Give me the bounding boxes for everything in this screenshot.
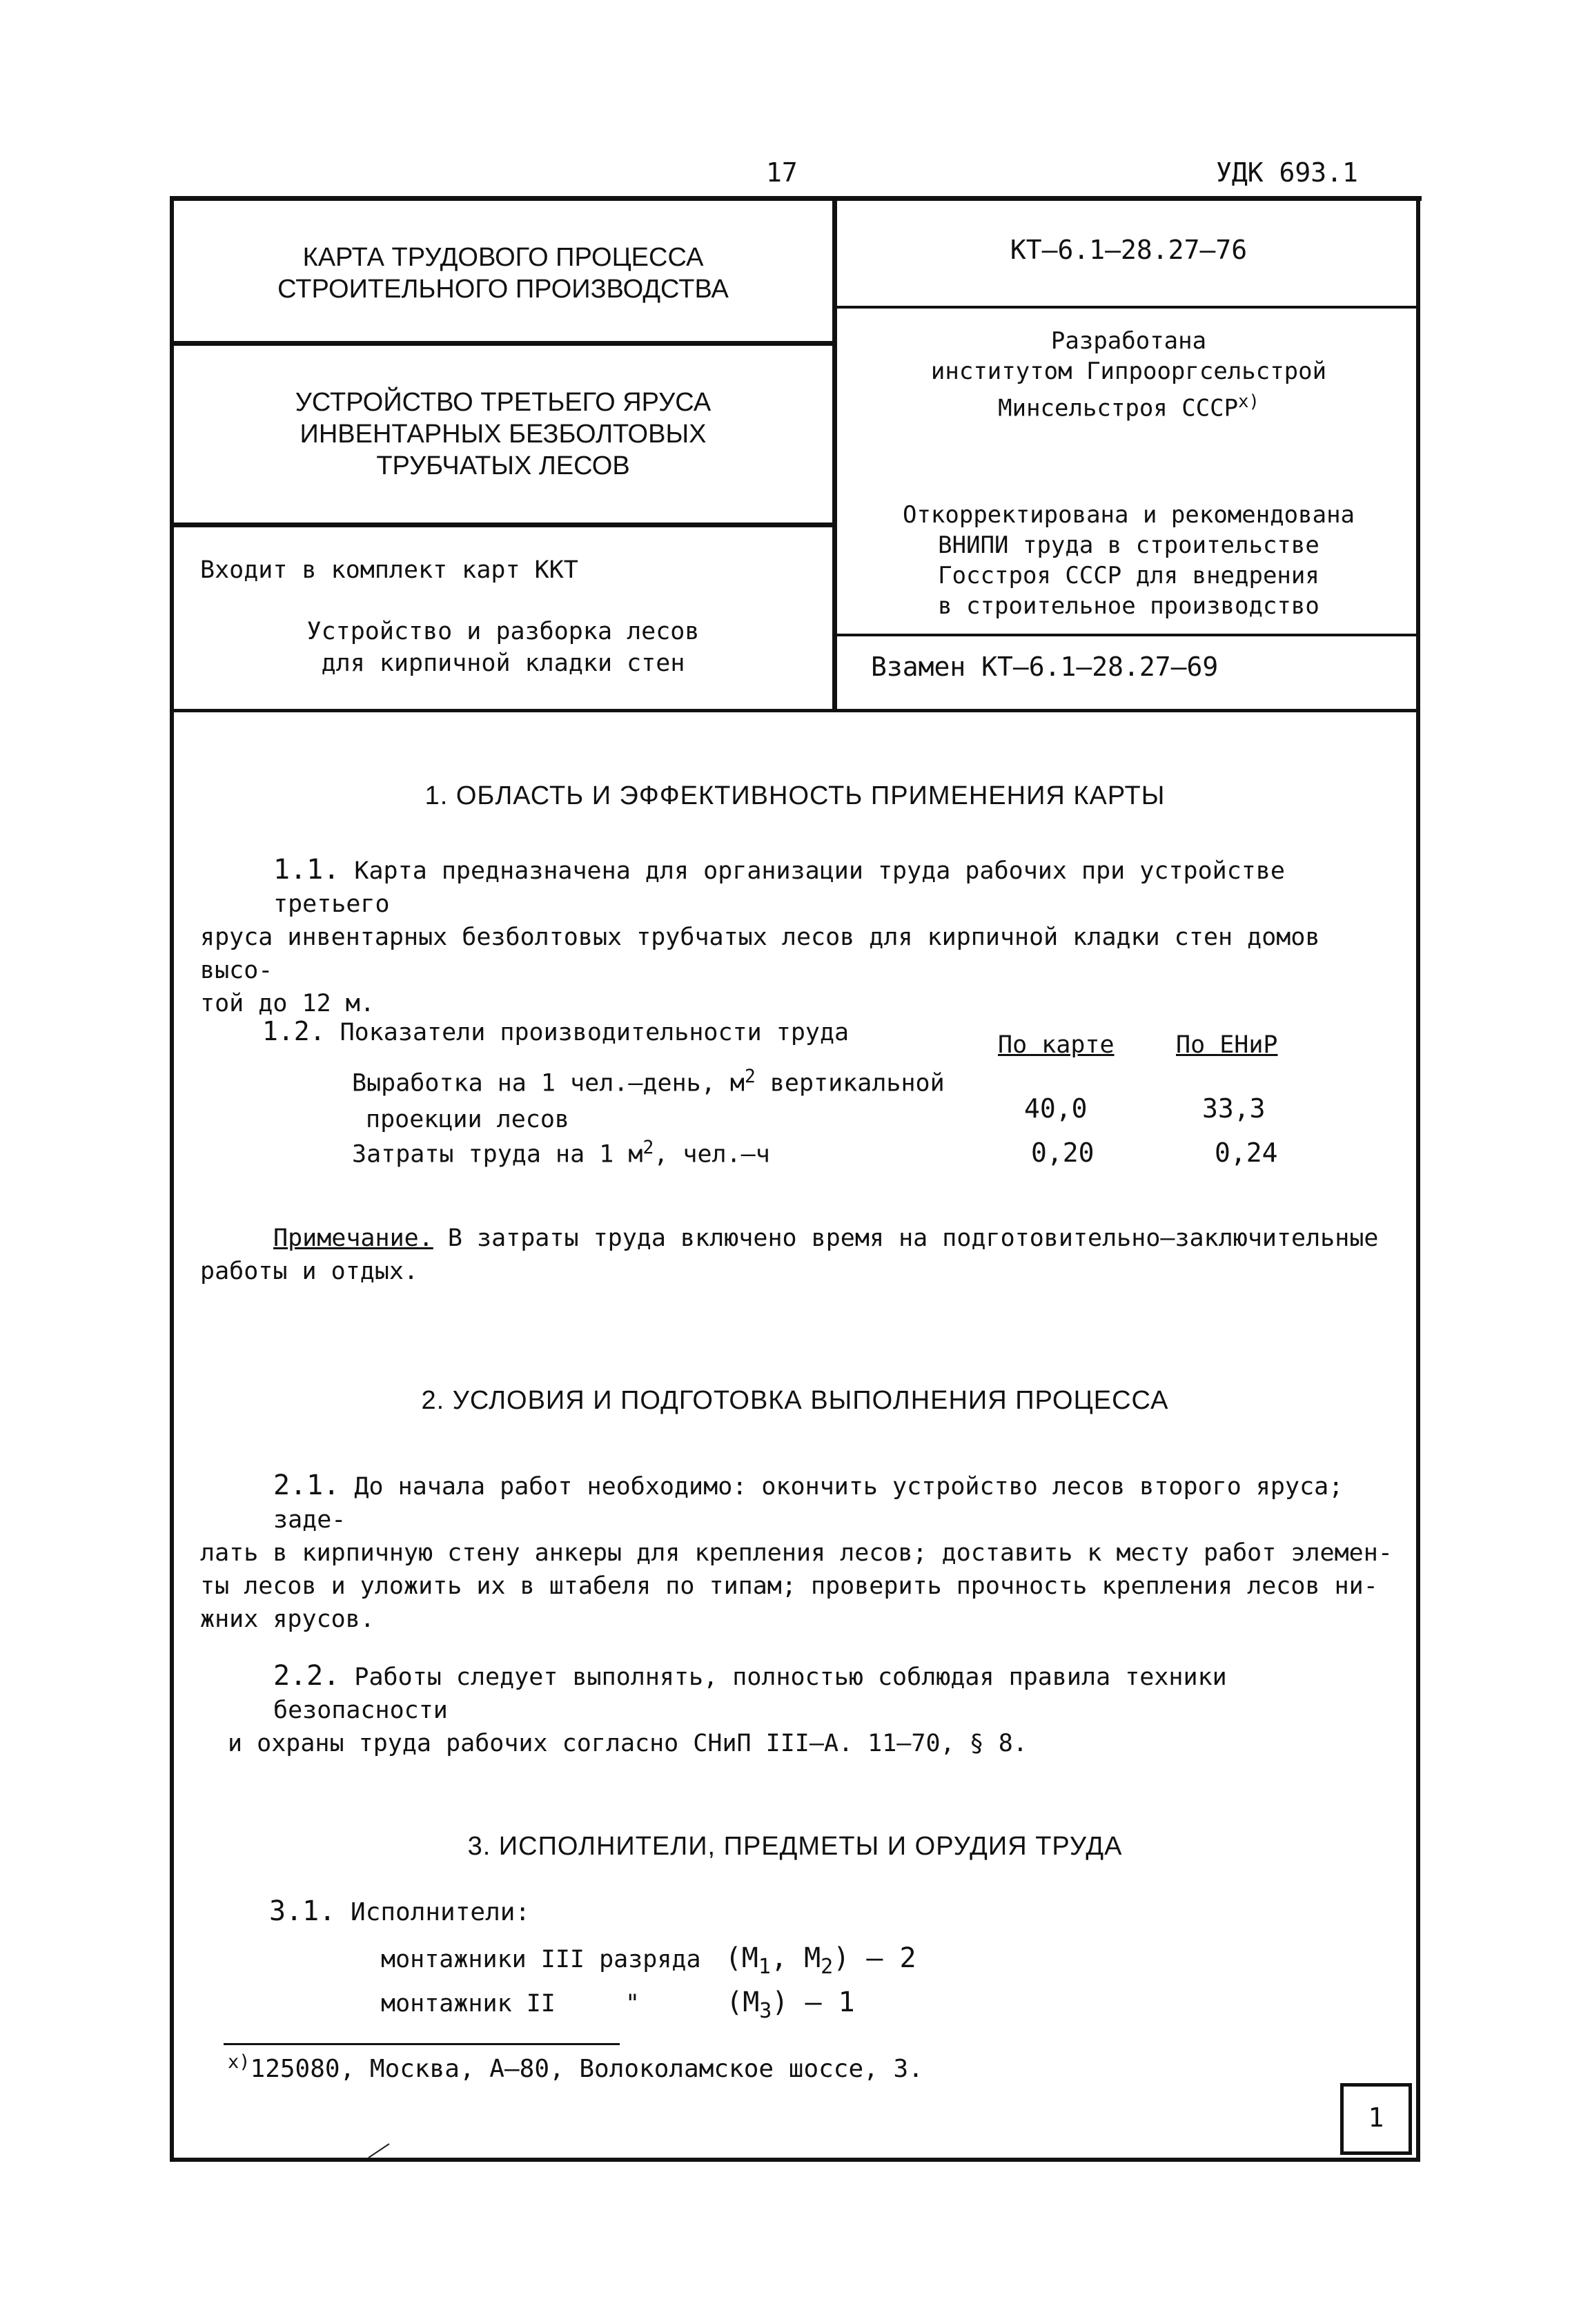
card-title-line2: ИНВЕНТАРНЫХ БЕЗБОЛТОВЫХ xyxy=(300,420,707,449)
row2-label xyxy=(352,1137,770,1169)
note xyxy=(200,1222,1401,1288)
footnote-mark: x) xyxy=(228,2051,251,2073)
p11-line1 xyxy=(200,853,1401,921)
left-sep-2 xyxy=(170,523,834,527)
developed-line3-text: Минсельстроя СССР xyxy=(998,394,1239,422)
worker1 xyxy=(381,1942,916,1979)
p21-line1 xyxy=(200,1469,1401,1536)
p12-title: Показатели производительности труда xyxy=(340,1019,850,1046)
worker2-label: монтажник II xyxy=(381,1990,556,2018)
row2-unit-sup: 2 xyxy=(642,1137,654,1158)
section3-title: 3. ИСПОЛНИТЕЛИ, ПРЕДМЕТЫ И ОРУДИЯ ТРУДА xyxy=(467,1832,1123,1861)
p31-number: 3.1. xyxy=(269,1895,336,1927)
p11-line2: яруса инвентарных безболтовых трубчатых лесов для кирпичной кладки стен домов высо- xyxy=(200,924,1320,984)
corrected-by xyxy=(837,500,1420,621)
card-title-line1: УСТРОЙСТВО ТРЕТЬЕГО ЯРУСА xyxy=(295,388,711,417)
worker2-codes-a: (М xyxy=(726,1986,760,2018)
replaces-card: Взамен КТ–6.1–28.27–69 xyxy=(871,652,1219,682)
card-code: КТ–6.1–28.27–76 xyxy=(1010,235,1248,265)
left-sep-1 xyxy=(170,341,834,346)
p21-line1-text: До начала работ необходимо: окончить устройство лесов второго яруса; заде- xyxy=(273,1473,1344,1534)
p21-number: 2.1. xyxy=(273,1469,340,1501)
p22-line1-text: Работы следует выполнять, полностью соблюдая правила техники безопасности xyxy=(273,1663,1227,1724)
worker1-sub1: 1 xyxy=(758,1955,771,1979)
p11-line3: той до 12 м. xyxy=(200,990,375,1017)
header-bottom-line xyxy=(170,709,1420,712)
worker1-codes-b: , М xyxy=(770,1942,821,1974)
developed-line2: институтом Гипрооргсельстрой xyxy=(930,358,1327,385)
worker1-codes xyxy=(725,1942,916,1979)
developed-line1: Разработана xyxy=(1050,327,1207,355)
row2-card-value: 0,20 xyxy=(1031,1137,1095,1168)
page-number: 17 xyxy=(766,157,798,188)
frame-bottom xyxy=(170,2158,1420,2162)
section1-title: 1. ОБЛАСТЬ И ЭФФЕКТИВНОСТЬ ПРИМЕНЕНИЯ КАРТЫ xyxy=(424,781,1166,810)
card-type-heading xyxy=(174,242,832,305)
p21-line2: лать в кирпичную стену анкеры для крепления лесов; доставить к месту работ элемен- xyxy=(200,1539,1393,1567)
row1-label xyxy=(352,1059,945,1137)
sheet-number-box xyxy=(1340,2083,1412,2155)
worker2-codes xyxy=(726,1986,855,2023)
corrected-line1: Откорректирована и рекомендована xyxy=(902,501,1355,529)
row1-label-line2: проекции лесов xyxy=(366,1105,570,1133)
p12-number: 1.2. xyxy=(262,1016,326,1046)
row1-label-a: Выработка на 1 чел.–день, м xyxy=(352,1069,745,1097)
corrected-line2: ВНИПИ труда в строительстве xyxy=(938,531,1319,559)
card-title xyxy=(174,387,832,482)
worker1-sub2: 2 xyxy=(821,1955,834,1979)
col-header-enir: По ЕНиР xyxy=(1176,1031,1278,1059)
worker2-codes-b: ) – 1 xyxy=(772,1986,855,2018)
section2-title: 2. УСЛОВИЯ И ПОДГОТОВКА ВЫПОЛНЕНИЯ ПРОЦЕССА xyxy=(421,1386,1169,1415)
row1-enir-value: 33,3 xyxy=(1202,1093,1266,1124)
frame-top xyxy=(170,196,1422,201)
worker1-codes-c: ) – 2 xyxy=(833,1942,916,1974)
note-line1 xyxy=(200,1222,1401,1255)
p11-line1-text: Карта предназначена для организации труда рабочих при устройстве третьего xyxy=(273,857,1285,918)
developed-line3 xyxy=(837,387,1420,423)
set-name xyxy=(174,616,832,679)
p11 xyxy=(200,853,1401,1020)
p31-heading xyxy=(269,1895,530,1927)
card-type-line2: СТРОИТЕЛЬНОГО ПРОИЗВОДСТВА xyxy=(277,275,729,304)
worker1-codes-a: (М xyxy=(725,1942,758,1974)
frame-right xyxy=(1416,196,1420,2162)
worker2-sub: 3 xyxy=(759,1999,772,2023)
card-title-line3: ТРУБЧАТЫХ ЛЕСОВ xyxy=(376,451,630,480)
p22-number: 2.2. xyxy=(273,1660,340,1692)
p11-number: 1.1. xyxy=(273,854,340,886)
corrected-line3: Госстроя СССР для внедрения xyxy=(938,562,1319,589)
udk-code: УДК 693.1 xyxy=(1216,157,1358,188)
p31-title: Исполнители: xyxy=(351,1898,531,1926)
worker1-label: монтажники III разряда xyxy=(381,1946,701,1973)
frame-left xyxy=(170,196,174,2162)
row2-label-b: , чел.–ч xyxy=(654,1140,770,1169)
footnote-rule xyxy=(224,2043,620,2045)
p12-heading xyxy=(262,1016,849,1046)
note-label: Примечание. xyxy=(273,1224,433,1252)
worker2-ditto: " xyxy=(625,1990,640,2018)
p21-line3: ты лесов и уложить их в штабеля по типам; проверить прочность крепления лесов ни- xyxy=(200,1572,1378,1600)
footnote-text: 125080, Москва, А–80, Волоколамское шоссе, 3. xyxy=(250,2055,923,2083)
row1-label-line1 xyxy=(352,1059,945,1102)
set-name-line1: Устройство и разборка лесов xyxy=(306,618,700,645)
row1-card-value: 40,0 xyxy=(1024,1093,1088,1124)
sheet-number: 1 xyxy=(1368,2102,1384,2133)
developed-footnote-mark: x) xyxy=(1238,391,1259,412)
corrected-line4: в строительное производство xyxy=(938,592,1319,620)
right-sep-1 xyxy=(835,306,1420,309)
p22-line2: и охраны труда рабочих согласно СНиП III–А. 11–70, § 8. xyxy=(228,1730,1028,1757)
col-header-card: По карте xyxy=(998,1031,1115,1059)
row1-label-b: вертикальной xyxy=(755,1069,945,1097)
row2-enir-value: 0,24 xyxy=(1215,1137,1278,1168)
p22 xyxy=(228,1659,1408,1760)
pen-mark xyxy=(366,2140,393,2160)
p21-line4: жних ярусов. xyxy=(200,1605,375,1633)
note-line2: работы и отдых. xyxy=(200,1258,419,1285)
note-line1-text: В затраты труда включено время на подготовительно–заключительные xyxy=(433,1224,1379,1252)
developed-by xyxy=(837,326,1420,423)
set-name-line2: для кирпичной кладки стен xyxy=(321,650,685,677)
row1-unit-sup: 2 xyxy=(744,1066,756,1087)
row2-label-a: Затраты труда на 1 м xyxy=(352,1140,643,1169)
worker2 xyxy=(381,1986,855,2023)
right-sep-2 xyxy=(835,634,1420,636)
footnote xyxy=(228,2051,923,2083)
p21 xyxy=(200,1469,1401,1636)
card-type-line1: КАРТА ТРУДОВОГО ПРОЦЕССА xyxy=(302,243,704,272)
p22-line1 xyxy=(228,1659,1408,1727)
set-label: Входит в комплект карт ККТ xyxy=(200,556,578,584)
